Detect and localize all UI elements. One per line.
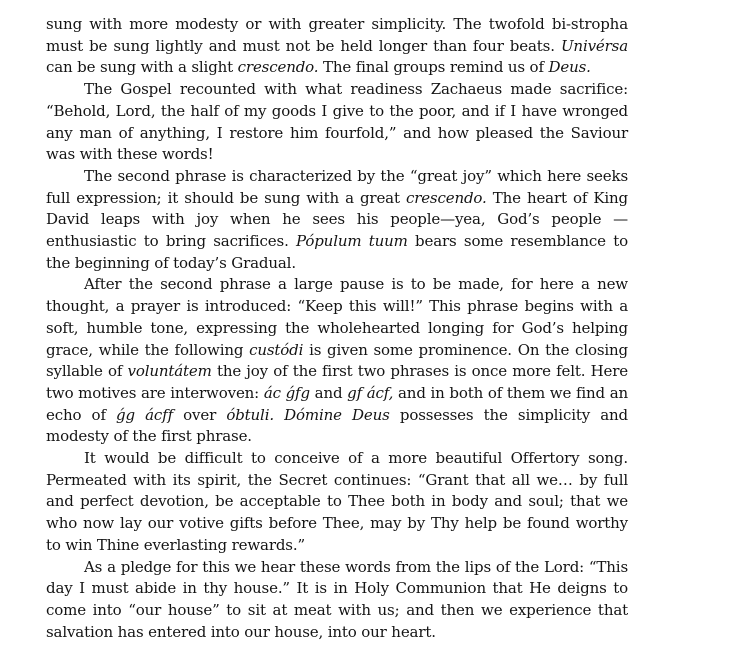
italic-term: crescendo. (405, 188, 487, 207)
text-run: The second phrase is characterized by the “great joy” which here seeks full expression; it should be sung with a great (46, 166, 628, 207)
text-run: and (309, 383, 348, 402)
paragraph-4 (46, 274, 628, 448)
text-run: bears some resemblance to the beginning of today’s Gradual. (46, 232, 628, 272)
text-run: is given some prominence. On the closing syllable of (46, 340, 628, 381)
text-run: It would be difficult to conceive of a more beautiful Offertory song. Permeated with its spirit, the Secret continues: “Grant that all we… by full and perfect devotion, be acceptable to Thee both in body and soul; that we who now lay our votive gifts before Thee, may by Thy help be found worthy to win Thine everlasting rewards.” (46, 449, 628, 554)
text-run: As a pledge for this we hear these words from the lips of the Lord: “This day I must abide in thy house.” It is in Holy Communion that He deigns to come into “our house” to sit at meat with us; and then we experience that salvation has entered into our house, into our heart. (46, 557, 628, 641)
italic-term: Deus. (548, 58, 591, 77)
text-run: The Gospel recounted with what readiness Zachaeus made sacrifice: “Behold, Lord, the half of my goods I give to the poor, and if I have wronged any man of anything, I restore him fourfold,” and how pleased the Saviour was with these words! (46, 80, 628, 164)
text-run: sung with more modesty or with greater simplicity. The twofold bi-stropha must be sung lightly and must not be held longer than four beats. (46, 15, 628, 55)
text-run: the joy of the first two phrases is once more felt. Here two motives are interwoven: (46, 362, 628, 402)
italic-term: ǵg ácff (116, 405, 173, 424)
text-run: possesses the simplicity and modesty of the first phrase. (46, 405, 628, 446)
italic-term: custódi (249, 340, 304, 359)
italic-term: voluntátem (127, 362, 212, 381)
paragraph-2 (46, 79, 628, 166)
text-run: can be sung with a slight (46, 58, 238, 77)
text-run: After the second phrase a large pause is to be made, for here a new thought, a prayer is introduced: “Keep this will!” This phrase begins with a soft, humble tone, expressing the wholehearted longing for God’s helping grace, while the following (46, 275, 628, 359)
italic-term: crescendo. (237, 58, 319, 77)
italic-term: Univérsa (560, 36, 628, 55)
italic-term: gf ácf, (347, 383, 394, 402)
paragraph-5 (46, 448, 628, 557)
italic-term: ác ǵfg (263, 383, 310, 402)
text-run: The heart of King David leaps with joy when he sees his people—yea, God’s people —enthusiastic to bring sacrifices. (46, 188, 628, 251)
text-run: and in both of them we find an echo of (46, 383, 628, 424)
paragraph-6 (46, 557, 628, 644)
text-run: The final groups remind us of (318, 58, 549, 77)
italic-term: Pópulum tuum (296, 232, 408, 251)
paragraph-3 (46, 166, 628, 275)
italic-term: óbtuli. Dómine Deus (226, 405, 390, 424)
paragraph-1 (46, 14, 628, 79)
text-run: over (172, 405, 227, 424)
